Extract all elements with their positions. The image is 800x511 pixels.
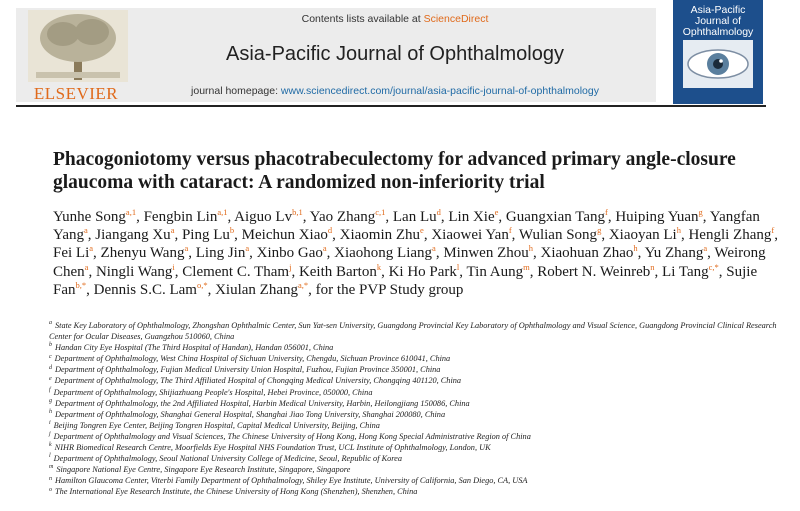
affiliation-item [49, 475, 789, 486]
elsevier-tree-emblem [28, 10, 128, 82]
author-name[interactable]: Lin Xie [448, 209, 495, 225]
affiliation-marker: d [49, 364, 52, 371]
author-entry [431, 227, 511, 243]
author-name[interactable]: Tin Aung [466, 263, 524, 280]
author-affiliation-marker[interactable]: d [436, 207, 441, 217]
author-name[interactable]: Meichun Xiao [241, 227, 328, 244]
author-entry [393, 209, 441, 225]
author-name[interactable]: Xiaohong Liang [334, 245, 433, 262]
author-name[interactable]: Weirong Chen [53, 245, 766, 280]
author-affiliation-marker[interactable]: g [597, 225, 602, 236]
author-affiliation-marker[interactable]: e [494, 207, 499, 217]
affiliation-marker: e [49, 375, 52, 382]
author-affiliation-marker[interactable]: a,1 [125, 207, 137, 217]
affiliation-item [49, 431, 789, 442]
author-entry [93, 279, 208, 298]
author-affiliation-marker[interactable]: a [245, 243, 250, 254]
author-entry [519, 227, 601, 243]
author-entry [182, 227, 234, 243]
affiliation-text: Department of Ophthalmology and Visual Sciences, The Chinese University of Hong Kong, Hong Kong Special Administrative Region of China [53, 431, 531, 441]
author-name[interactable]: Xinbo Gao [256, 245, 323, 262]
elsevier-logo[interactable] [18, 10, 134, 102]
author-name[interactable]: Robert N. Weinreb [537, 263, 651, 280]
author-name[interactable]: Guangxian Tang [505, 209, 605, 225]
author-affiliation-marker[interactable]: a [89, 243, 94, 254]
author-entry [101, 245, 189, 261]
author-affiliation-marker[interactable]: o,* [196, 279, 208, 290]
author-entry [310, 209, 386, 225]
author-affiliation-marker[interactable]: a [170, 225, 175, 236]
author-entry [215, 279, 309, 298]
elsevier-wordmark: ELSEVIER [33, 84, 119, 103]
contents-prefix: Contents lists available at [301, 13, 424, 25]
affiliation-item [49, 320, 789, 342]
author-affiliation-marker[interactable]: b,* [75, 279, 87, 290]
cover-eye-image [683, 40, 753, 88]
affiliation-marker: f [49, 386, 51, 393]
author-name[interactable]: Ki Ho Park [388, 263, 457, 280]
affiliation-text: Department of Ophthalmology, Shanghai General Hospital, Shanghai Jiao Tong University, Shanghai 200080, China [55, 409, 446, 419]
sciencedirect-link[interactable]: ScienceDirect [423, 13, 489, 25]
author-affiliation-marker[interactable]: k [376, 261, 382, 272]
author-entry [448, 209, 498, 225]
author-affiliation-marker[interactable]: c,1 [375, 207, 386, 217]
author-affiliation-marker[interactable]: n [650, 261, 655, 272]
author-name[interactable]: Li Tang [662, 263, 709, 280]
author-affiliation-marker[interactable]: a [84, 261, 89, 272]
author-name[interactable]: Clement C. Tham [182, 263, 290, 280]
author-name[interactable]: Wulian Song [518, 227, 598, 244]
author-name[interactable]: Jiangang Xu [95, 227, 171, 244]
author-name[interactable]: Fengbin Lin [143, 209, 218, 225]
article-title: Phacogoniotomy versus phacotrabeculectomy for advanced primary angle-closure glaucoma with cataract: A randomized non-inferiority trial [53, 149, 736, 193]
author-entry [242, 227, 332, 243]
affiliation-marker: g [49, 397, 52, 404]
affiliation-text: Department of Ophthalmology, West China Hospital of Sichuan University, Chengdu, Sichuan Province 610041, China [54, 354, 451, 364]
author-name[interactable]: Ningli Wang [95, 263, 173, 280]
author-entry [298, 261, 382, 280]
affiliation-marker: n [49, 475, 52, 482]
author-name[interactable]: Minwen Zhou [443, 245, 529, 262]
author-affiliation-marker[interactable]: h [633, 243, 638, 254]
author-entry [537, 261, 655, 280]
affiliation-item [49, 409, 789, 420]
affiliation-item [49, 342, 789, 353]
author-name[interactable]: Hengli Zhang [688, 227, 772, 244]
author-list: Yunhe Song$^{a,1}$, Fengbin Lin$^{a,1}$, Aiguo Lv$^{b,1}$, Yao Zhang$^{c,1}$, Lan Lu$^d$, Lin Xie$^e$, Guangxian Tang$^f$, Huiping Yuan$^g$, Yangfan Yang$^a$, Jiangang Xu$^a$, Ping Lu$^b$, Meichun Xiao$^d$, Xiaomin Zhu$^e$, Xiaowei Yan$^f$, Wulian Song$^g$, Xiaoyan Li$^h$, Hengli Zhang$^f$, Fei Li$^a$, Zhenyu Wang$^a$, Ling Jin$^a$, Xinbo Gao$^a$, Xiaohong Liang$^a$, Minwen Zhou$^h$, Xiaohuan Zhao$^h$, Yu Zhang$^a$, Weirong Chen$^a$, Ningli Wang$^i$, Clement C. Tham$^j$, Keith Barton$^k$, Ki Ho Park$^l$, Tin Aung$^m$, Robert N. Weinreb$^n$, Li Tang$^{c,*}$, Sujie Fan$^{b,*}$, Dennis S.C. Lam$^{o,*}$, Xiulan Zhang$^{a,*}$, for the PVP Study group [53, 207, 778, 298]
contents-availability-line [150, 13, 640, 25]
author-entry [388, 261, 460, 280]
author-affiliation-marker[interactable]: f [508, 225, 512, 236]
affiliation-item [49, 375, 789, 386]
author-name[interactable]: Xiulan Zhang [215, 281, 298, 298]
author-entry [196, 245, 249, 261]
affiliation-text: Department of Ophthalmology, The Third Affiliated Hospital of Chongqing Medical University, Chongqing 401120, China [54, 376, 462, 386]
affiliation-marker: c [49, 353, 52, 360]
author-affiliation-marker[interactable]: e [420, 225, 424, 236]
author-entry [334, 245, 436, 261]
affiliation-marker: o [49, 486, 52, 493]
journal-title: Asia-Pacific Journal of Ophthalmology [226, 43, 564, 65]
affiliation-item [49, 364, 789, 375]
affiliation-marker: m [49, 464, 54, 471]
author-affiliation-marker[interactable]: d [327, 225, 333, 236]
affiliation-marker: j [49, 431, 51, 438]
affiliation-text: Hamilton Glaucoma Center, Viterbi Family Department of Ophthalmology, Shiley Eye Institute, University of California, San Diego, CA, USA [55, 476, 528, 486]
affiliation-item [49, 442, 789, 453]
affiliation-text: Department of Ophthalmology, Fujian Medical University Union Hospital, Fuzhou, Fujian Province 350001, China [55, 365, 441, 375]
author-affiliation-marker[interactable]: b [229, 225, 235, 236]
author-name[interactable]: Xiaohuan Zhao [540, 245, 634, 262]
affiliation-marker: b [49, 342, 52, 349]
author-name[interactable]: Xiaoyan Li [608, 227, 677, 244]
author-entry [234, 209, 303, 225]
cover-title: Asia-Pacific Journal of Ophthalmology [682, 4, 754, 38]
author-entry [541, 245, 638, 261]
author-entry [95, 227, 174, 243]
affiliation-marker: i [49, 420, 51, 427]
affiliation-text: Handan City Eye Hospital (The Third Hospital of Handan), Handan 056001, China [55, 343, 334, 353]
author-entry [506, 209, 608, 225]
author-affiliation-marker[interactable]: l [456, 261, 460, 272]
author-name[interactable]: Yangfan Yang [53, 209, 760, 244]
author-entry [257, 245, 327, 261]
author-entry [466, 261, 530, 280]
affiliation-text: Department of Ophthalmology, Shijiazhuang People's Hospital, Hebei Province, 050000, China [53, 387, 373, 397]
author-entry [443, 245, 533, 261]
author-name[interactable]: Dennis S.C. Lam [93, 281, 197, 298]
author-affiliation-marker[interactable]: a [84, 225, 88, 236]
author-entry [615, 209, 702, 225]
header-divider [16, 105, 766, 107]
author-name[interactable]: Ping Lu [181, 227, 230, 244]
author-name[interactable]: Xiaowei Yan [431, 227, 509, 244]
affiliation-text: Department of Ophthalmology, Seoul National University College of Medicine, Seoul, Republic of Korea [53, 454, 403, 464]
journal-homepage-line [150, 85, 640, 97]
homepage-label: journal homepage: [191, 85, 281, 97]
affiliation-item [49, 486, 789, 497]
author-affiliation-marker[interactable]: i [172, 261, 175, 272]
author-entry [688, 227, 774, 243]
affiliation-text: The International Eye Research Institute, the Chinese University of Hong Kong (Shenzhen), Shenzhen, China [55, 487, 418, 497]
study-group-credit: for the PVP Study group [315, 281, 464, 298]
affiliation-text: Beijing Tongren Eye Center, Beijing Tongren Hospital, Capital Medical University, Beijing, China [53, 420, 380, 430]
author-affiliation-marker[interactable]: g [698, 207, 703, 217]
author-entry [182, 261, 292, 280]
author-affiliation-marker[interactable]: a [322, 243, 327, 254]
author-affiliation-marker[interactable]: a [184, 243, 189, 254]
author-affiliation-marker[interactable]: a,* [298, 279, 309, 290]
author-affiliation-marker[interactable]: m [523, 261, 530, 272]
author-affiliation-marker[interactable]: a [703, 243, 708, 254]
affiliation-list [49, 320, 789, 498]
author-name[interactable]: Fei Li [53, 245, 90, 262]
affiliation-marker: k [49, 442, 52, 449]
author-name[interactable]: Ling Jin [195, 245, 246, 262]
affiliation-marker: h [49, 408, 52, 415]
author-affiliation-marker[interactable]: h [676, 225, 681, 236]
author-name[interactable]: Sujie Fan [53, 263, 758, 298]
author-affiliation-marker[interactable]: f [604, 207, 608, 217]
author-name[interactable]: Huiping Yuan [615, 209, 699, 225]
affiliation-marker: l [49, 453, 51, 460]
affiliation-item [49, 420, 789, 431]
author-affiliation-marker[interactable]: a,1 [217, 207, 228, 217]
author-entry [609, 227, 681, 243]
author-name[interactable]: Aiguo Lv [234, 209, 293, 225]
affiliation-text: State Key Laboratory of Ophthalmology, Zhongshan Ophthalmic Center, Sun Yat-sen University, Guangdong Provincial Key Laboratory of Ophthalmology and Visual Science, Guangdong Provincial Clinical Research Center for Ocular Diseases, Guangzhou 510060, China [49, 321, 777, 342]
author-affiliation-marker[interactable]: h [528, 243, 533, 254]
author-entry [662, 261, 719, 280]
affiliation-text: NIHR Biomedical Research Centre, Moorfields Eye Hospital NHS Foundation Trust, UCL Institute of Ophthalmology, London, UK [54, 443, 491, 453]
affiliation-item [49, 353, 789, 364]
author-entry [144, 209, 228, 225]
author-entry [95, 261, 175, 280]
author-entry [645, 245, 708, 261]
author-affiliation-marker[interactable]: c,* [708, 261, 719, 272]
author-name[interactable]: Yao Zhang [309, 209, 376, 225]
author-affiliation-marker[interactable]: f [771, 225, 775, 236]
author-name[interactable]: Yunhe Song [53, 209, 126, 225]
journal-cover-thumbnail[interactable] [673, 0, 763, 104]
author-affiliation-marker[interactable]: j [289, 261, 292, 272]
author-entry [340, 227, 424, 243]
author-name[interactable]: Yu Zhang [644, 245, 704, 262]
author-name[interactable]: Xiaomin Zhu [339, 227, 421, 244]
affiliation-text: Department of Ophthalmology, the 2nd Affiliated Hospital, Harbin Medical University, Harbin, Heilongjiang 150086, China [55, 398, 470, 408]
author-entry [53, 209, 136, 225]
affiliation-item [49, 387, 789, 398]
affiliation-item [49, 464, 789, 475]
affiliation-text: Singapore National Eye Centre, Singapore Eye Research Institute, Singapore, Singapore [56, 465, 351, 475]
affiliation-item [49, 398, 789, 409]
author-affiliation-marker[interactable]: a [432, 243, 436, 254]
author-affiliation-marker[interactable]: b,1 [292, 207, 303, 217]
affiliation-item [49, 453, 789, 464]
affiliation-marker: a [49, 320, 52, 327]
author-name[interactable]: Keith Barton [298, 263, 377, 280]
journal-homepage-link[interactable]: www.sciencedirect.com/journal/asia-pacific-journal-of-ophthalmology [280, 85, 599, 97]
author-name[interactable]: Zhenyu Wang [100, 245, 185, 262]
author-name[interactable]: Lan Lu [392, 209, 437, 225]
author-entry [53, 245, 93, 261]
